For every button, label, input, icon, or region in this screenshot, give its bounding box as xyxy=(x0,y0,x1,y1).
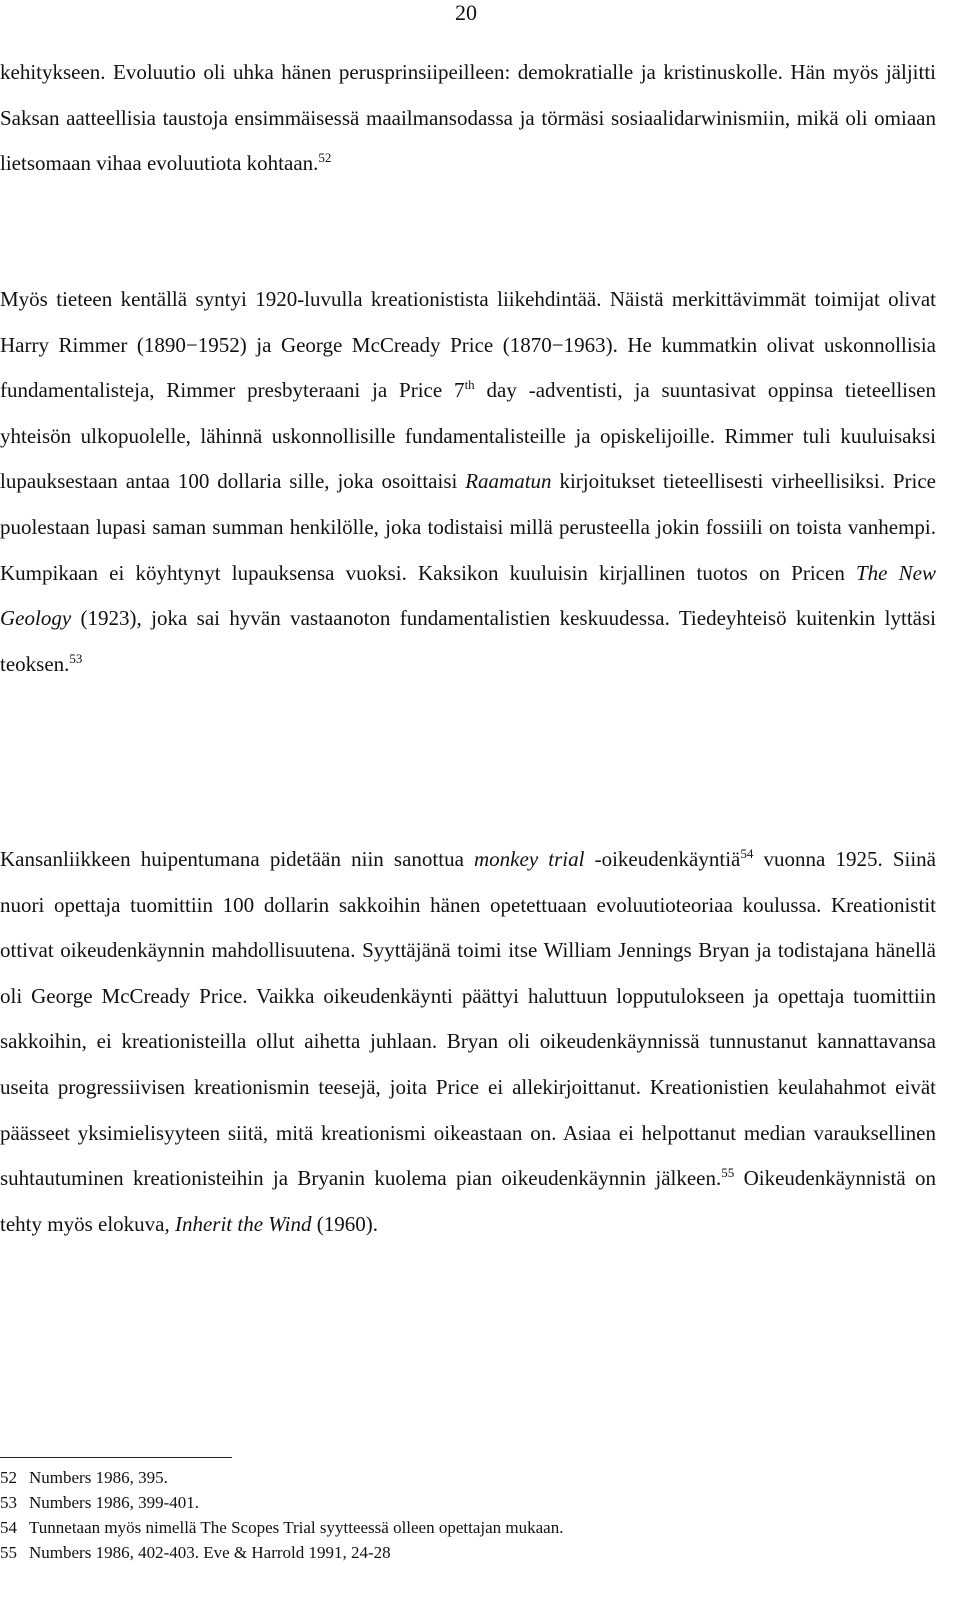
film-title-inherit-the-wind: Inherit the Wind xyxy=(174,1211,312,1236)
footnote-number: 55 xyxy=(0,1543,17,1562)
footnote-separator xyxy=(0,1457,232,1458)
emphasis-monkey-trial: monkey trial xyxy=(474,847,585,871)
paragraph-text: (1960). xyxy=(311,1211,378,1236)
book-title-new-geology: The New Geology xyxy=(0,560,936,631)
paragraph-text: day -adventisti, ja suuntasivat oppinsa tieteellisen yhteisön ulkopuolelle, lähinnä uskonnollisille fundamentalisteille ja opiskelijoille. Rimmer tuli kuuluisaksi lupauksestaan antaa 100 dollaria sille, joka osoittaisi xyxy=(0,378,936,494)
emphasis-raamatun: Raamatun xyxy=(465,469,552,494)
paragraph-text: vuonna 1925. Siinä nuori opettaja tuomittiin 100 dollarin sakkoihin hänen opetettuaan evoluutioteoriaa koulussa. Kreationistit ottivat oikeudenkäynnin mahdollisuutena. Syyttäjänä toimi itse William Jennings Bryan ja todistajana hänellä oli George McCready Price. Vaikka oikeudenkäynti päättyi haluttuun lopputulokseen ja opettaja tuomittiin sakkoihin, ei kreationisteilla ollut aihetta juhlaan. Bryan oli oikeudenkäynnissä tunnustanut kannattavansa useita progressiivisen kreationismin teesejä, joita Price ei allekirjoittanut. Kreationistien keulahahmot eivät päässeet yksimielisyyteen siitä, mitä kreationismi oikeastaan on. Asiaa ei helpottanut median varauksellinen suhtautuminen kreationisteihin ja Bryanin kuolema pian oikeudenkäynnin jälkeen. xyxy=(0,847,936,1191)
footnote-item xyxy=(0,1465,936,1490)
paragraph-2 xyxy=(0,277,936,687)
footnote-number: 54 xyxy=(0,1518,17,1537)
footnote-item xyxy=(0,1490,936,1515)
footnote-ref-54[interactable]: 54 xyxy=(740,846,754,861)
footnote-text: Numbers 1986, 399-401. xyxy=(29,1493,199,1512)
footnote-item xyxy=(0,1540,936,1565)
footnote-text: Tunnetaan myös nimellä The Scopes Trial syytteessä olleen opettajan mukaan. xyxy=(29,1518,564,1537)
footnote-text: Numbers 1986, 402-403. Eve & Harrold 1991, 24-28 xyxy=(29,1543,391,1562)
footnote-number: 53 xyxy=(0,1493,17,1512)
paragraph-text: Kansanliikkeen huipentumana pidetään niin sanottua xyxy=(0,847,475,871)
paragraph-text: Oikeudenkäynnistä on tehty myös elokuva, xyxy=(0,1166,937,1236)
page-number: 20 xyxy=(455,0,477,25)
paragraph-text: Myös tieteen kentällä syntyi 1920-luvulla kreationistista liikehdintää. Näistä merkittävimmät toimijat olivat Harry Rimmer (1890−1952) ja George McCready Price (1870−1963). He kummatkin olivat uskonnollisia fundamentalisteja, Rimmer presbyteraani ja Price 7 xyxy=(0,287,936,403)
paragraph-text: -oikeudenkäyntiä xyxy=(584,847,741,871)
paragraph-1 xyxy=(0,50,936,187)
footnote-number: 52 xyxy=(0,1468,17,1487)
footnote-text: Numbers 1986, 395. xyxy=(29,1468,168,1487)
footnote-ref-55[interactable]: 55 xyxy=(721,1165,735,1181)
paragraph-text: kirjoitukset tieteellisesti virheellisiksi. Price puolestaan lupasi saman summan henkilölle, joka todistaisi millä perusteella jokin fossiili on toista vanhempi. Kumpikaan ei köyhtynyt lupauksensa vuoksi. Kaksikon kuuluisin kirjallinen tuotos on Pricen xyxy=(0,469,936,585)
paragraph-text: (1923), joka sai hyvän vastaanoton fundamentalistien keskuudessa. Tiedeyhteisö kuitenkin lyttäsi teoksen. xyxy=(0,606,936,676)
paragraph-3 xyxy=(0,837,936,1247)
footnote-ref-52[interactable]: 52 xyxy=(318,150,332,166)
footnote-ref-53[interactable]: 53 xyxy=(69,650,83,666)
ordinal-suffix: th xyxy=(464,377,475,393)
paragraph-text: kehitykseen. Evoluutio oli uhka hänen perusprinsiipeilleen: demokratialle ja kristinuskolle. Hän myös jäljitti Saksan aatteellisia taustoja ensimmäisessä maailmansodassa ja törmäsi sosiaalidarwinismiin, mikä oli omiaan lietsomaan vihaa evoluutiota kohtaan. xyxy=(0,60,936,176)
footnote-item xyxy=(0,1515,936,1540)
footnotes xyxy=(0,1465,936,1565)
